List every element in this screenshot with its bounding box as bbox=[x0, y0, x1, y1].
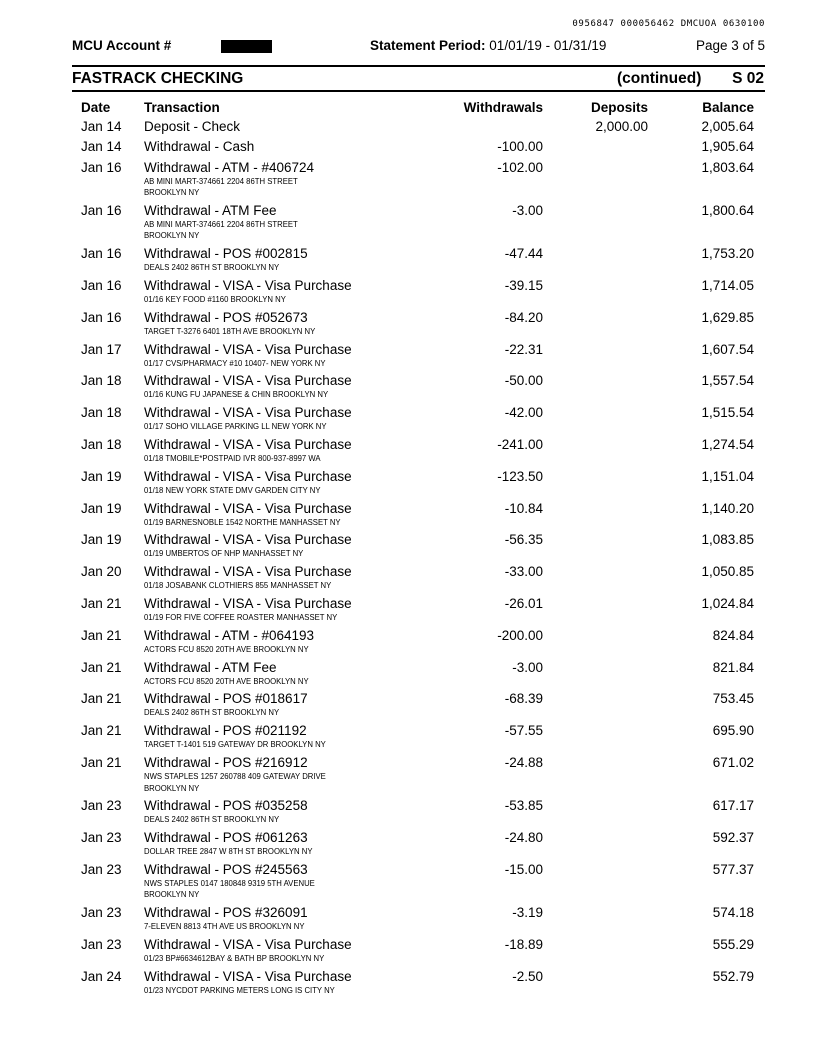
transaction-date: Jan 21 bbox=[81, 659, 122, 675]
transaction-main-line bbox=[72, 690, 765, 707]
column-withdrawals: Withdrawals bbox=[463, 100, 543, 115]
table-row bbox=[72, 936, 765, 965]
section-code: S 02 bbox=[732, 70, 764, 87]
transaction-main-line bbox=[72, 861, 765, 878]
transaction-date: Jan 21 bbox=[81, 596, 122, 611]
transaction-main-line bbox=[72, 341, 765, 358]
transaction-date: Jan 18 bbox=[81, 373, 122, 389]
transaction-main-line bbox=[72, 277, 765, 294]
transaction-date: Jan 19 bbox=[81, 468, 122, 484]
transaction-description: Withdrawal - ATM - #064193 bbox=[144, 627, 315, 643]
transaction-balance: 1,557.54 bbox=[701, 373, 754, 389]
table-row bbox=[72, 372, 765, 401]
transaction-balance: 821.84 bbox=[712, 659, 754, 675]
transaction-withdrawal: -39.15 bbox=[504, 278, 543, 293]
transaction-withdrawal: -3.19 bbox=[512, 905, 543, 921]
transaction-date: Jan 14 bbox=[81, 139, 122, 155]
transaction-date: Jan 21 bbox=[81, 691, 122, 707]
transaction-balance: 1,753.20 bbox=[701, 246, 754, 262]
transaction-main-line bbox=[72, 563, 765, 580]
table-row bbox=[72, 722, 765, 751]
transaction-balance: 1,024.84 bbox=[701, 596, 754, 611]
transaction-detail: 01/23 BP#6634612BAY & BATH BP BROOKLYN NY bbox=[144, 953, 325, 963]
statement-period bbox=[370, 38, 606, 53]
transaction-main-line bbox=[72, 659, 765, 676]
transaction-withdrawal: -200.00 bbox=[497, 627, 543, 643]
statement-period-label: Statement Period: bbox=[370, 38, 486, 53]
transaction-balance: 2,005.64 bbox=[701, 119, 754, 134]
transaction-main-line bbox=[72, 436, 765, 453]
transaction-date: Jan 23 bbox=[81, 798, 122, 814]
table-row bbox=[72, 595, 765, 624]
table-row bbox=[72, 202, 765, 242]
column-date: Date bbox=[81, 100, 111, 115]
transaction-date: Jan 23 bbox=[81, 905, 122, 921]
page-number: Page 3 of 5 bbox=[695, 38, 765, 53]
table-row bbox=[72, 861, 765, 901]
transaction-main-line bbox=[72, 968, 765, 985]
transaction-main-line bbox=[72, 404, 765, 421]
header-divider bbox=[72, 65, 765, 67]
transaction-main-line bbox=[72, 309, 765, 326]
section-header bbox=[72, 70, 765, 90]
table-row bbox=[72, 690, 765, 719]
transaction-main-line bbox=[72, 627, 765, 644]
transaction-main-line bbox=[72, 159, 765, 176]
transaction-detail: NWS STAPLES 0147 180848 9319 5TH AVENUE bbox=[144, 877, 315, 888]
table-row bbox=[72, 159, 765, 199]
transaction-detail: TARGET T-1401 519 GATEWAY DR BROOKLYN NY bbox=[144, 739, 326, 750]
transaction-withdrawal: -15.00 bbox=[504, 861, 543, 877]
transaction-withdrawal: -50.00 bbox=[504, 373, 543, 389]
account-label: MCU Account # bbox=[72, 38, 172, 53]
table-row bbox=[72, 468, 765, 497]
transaction-balance: 592.37 bbox=[712, 830, 754, 846]
transaction-withdrawal: -24.80 bbox=[504, 830, 543, 846]
transaction-detail: TARGET T-3276 6401 18TH AVE BROOKLYN NY bbox=[144, 325, 316, 336]
transaction-description: Withdrawal - VISA - Visa Purchase bbox=[144, 373, 352, 389]
table-row bbox=[72, 754, 765, 794]
transaction-description: Withdrawal - ATM Fee bbox=[144, 202, 277, 218]
transaction-description: Withdrawal - VISA - Visa Purchase bbox=[144, 500, 352, 516]
section-title: FASTRACK CHECKING bbox=[72, 70, 244, 87]
transaction-main-line bbox=[72, 754, 765, 771]
transaction-date: Jan 20 bbox=[81, 564, 122, 580]
table-header bbox=[72, 100, 765, 117]
table-row bbox=[72, 627, 765, 656]
transaction-balance: 1,803.64 bbox=[701, 159, 754, 175]
column-transaction: Transaction bbox=[144, 100, 220, 115]
transaction-date: Jan 19 bbox=[81, 532, 122, 548]
table-row bbox=[72, 968, 765, 997]
transaction-balance: 671.02 bbox=[712, 755, 754, 770]
transaction-main-line bbox=[72, 372, 765, 389]
transaction-main-line bbox=[72, 531, 765, 548]
table-row bbox=[72, 436, 765, 465]
table-row bbox=[72, 500, 765, 529]
transaction-description: Withdrawal - VISA - Visa Purchase bbox=[144, 564, 352, 580]
transaction-description: Withdrawal - VISA - Visa Purchase bbox=[144, 278, 352, 293]
transaction-detail: BROOKLYN NY bbox=[144, 889, 200, 900]
transaction-withdrawal: -2.50 bbox=[512, 968, 543, 984]
transaction-date: Jan 23 bbox=[81, 937, 122, 952]
transaction-date: Jan 16 bbox=[81, 246, 122, 262]
transaction-date: Jan 17 bbox=[81, 341, 122, 357]
transaction-balance: 695.90 bbox=[712, 723, 754, 739]
transaction-date: Jan 23 bbox=[81, 830, 122, 846]
transaction-balance: 552.79 bbox=[712, 968, 754, 984]
table-row bbox=[72, 404, 765, 433]
transaction-description: Withdrawal - VISA - Visa Purchase bbox=[144, 341, 352, 357]
transaction-detail: 01/18 NEW YORK STATE DMV GARDEN CITY NY bbox=[144, 484, 321, 495]
table-row bbox=[72, 531, 765, 560]
transaction-main-line bbox=[72, 202, 765, 219]
transaction-main-line bbox=[72, 722, 765, 739]
transaction-description: Withdrawal - ATM - #406724 bbox=[144, 159, 315, 175]
transaction-detail: 01/17 SOHO VILLAGE PARKING LL NEW YORK NY bbox=[144, 421, 327, 432]
transaction-balance: 1,083.85 bbox=[701, 532, 754, 548]
document-control-number: 0956847 000056462 DMCUOA 0630100 bbox=[572, 19, 765, 29]
transaction-description: Deposit - Check bbox=[144, 119, 241, 134]
transaction-date: Jan 21 bbox=[81, 755, 122, 770]
transaction-main-line bbox=[72, 797, 765, 814]
transaction-description: Withdrawal - POS #035258 bbox=[144, 798, 308, 814]
transaction-detail: 01/16 KEY FOOD #1160 BROOKLYN NY bbox=[144, 294, 286, 304]
transaction-main-line bbox=[72, 500, 765, 517]
transaction-date: Jan 18 bbox=[81, 437, 122, 452]
transaction-balance: 577.37 bbox=[712, 861, 754, 877]
transaction-date: Jan 16 bbox=[81, 159, 122, 175]
transaction-description: Withdrawal - POS #326091 bbox=[144, 905, 308, 921]
transaction-detail: 01/16 KUNG FU JAPANESE & CHIN BROOKLYN NY bbox=[144, 389, 329, 400]
transaction-detail: 01/17 CVS/PHARMACY #10 10407- NEW YORK NY bbox=[144, 357, 326, 368]
transaction-description: Withdrawal - VISA - Visa Purchase bbox=[144, 937, 352, 952]
transaction-withdrawal: -100.00 bbox=[497, 139, 543, 155]
transaction-withdrawal: -84.20 bbox=[504, 309, 543, 325]
transaction-main-line bbox=[72, 245, 765, 262]
transaction-balance: 1,800.64 bbox=[701, 202, 754, 218]
transaction-balance: 753.45 bbox=[712, 691, 754, 707]
table-row bbox=[72, 309, 765, 338]
transaction-date: Jan 19 bbox=[81, 500, 122, 516]
transaction-description: Withdrawal - ATM Fee bbox=[144, 659, 277, 675]
transaction-balance: 574.18 bbox=[712, 905, 754, 921]
transaction-detail: 01/23 NYCDOT PARKING METERS LONG IS CITY NY bbox=[144, 984, 335, 995]
transaction-balance: 1,714.05 bbox=[701, 278, 754, 293]
table-row bbox=[72, 797, 765, 826]
transaction-balance: 1,905.64 bbox=[701, 139, 754, 155]
transaction-detail: 01/18 JOSABANK CLOTHIERS 855 MANHASSET NY bbox=[144, 580, 332, 591]
transaction-detail: DEALS 2402 86TH ST BROOKLYN NY bbox=[144, 262, 280, 273]
transaction-balance: 555.29 bbox=[712, 937, 754, 952]
transaction-detail: 01/19 BARNESNOBLE 1542 NORTHE MANHASSET NY bbox=[144, 516, 341, 527]
transaction-withdrawal: -18.89 bbox=[504, 937, 543, 952]
transaction-date: Jan 21 bbox=[81, 723, 122, 739]
transaction-detail: NWS STAPLES 1257 260788 409 GATEWAY DRIVE bbox=[144, 771, 326, 781]
transaction-withdrawal: -241.00 bbox=[497, 437, 543, 452]
table-row bbox=[72, 245, 765, 274]
transaction-withdrawal: -68.39 bbox=[504, 691, 543, 707]
transaction-description: Withdrawal - VISA - Visa Purchase bbox=[144, 437, 352, 452]
transaction-balance: 1,151.04 bbox=[701, 468, 754, 484]
transaction-balance: 1,629.85 bbox=[701, 309, 754, 325]
transaction-detail: ACTORS FCU 8520 20TH AVE BROOKLYN NY bbox=[144, 675, 309, 686]
transaction-withdrawal: -56.35 bbox=[504, 532, 543, 548]
transaction-description: Withdrawal - POS #021192 bbox=[144, 723, 307, 739]
transaction-detail: 01/19 UMBERTOS OF NHP MANHASSET NY bbox=[144, 548, 304, 559]
transaction-date: Jan 24 bbox=[81, 968, 122, 984]
transaction-detail: BROOKLYN NY bbox=[144, 187, 200, 198]
transaction-description: Withdrawal - POS #018617 bbox=[144, 691, 308, 707]
transaction-main-line bbox=[72, 904, 765, 921]
table-row bbox=[72, 563, 765, 592]
transaction-detail: 01/19 FOR FIVE COFFEE ROASTER MANHASSET NY bbox=[144, 612, 338, 622]
transaction-main-line bbox=[72, 118, 765, 135]
transaction-withdrawal: -53.85 bbox=[504, 798, 543, 814]
transaction-detail: AB MINI MART-374661 2204 86TH STREET bbox=[144, 175, 298, 186]
transaction-balance: 1,274.54 bbox=[701, 437, 754, 452]
section-divider bbox=[72, 90, 765, 92]
transaction-date: Jan 21 bbox=[81, 627, 122, 643]
transaction-balance: 1,607.54 bbox=[701, 341, 754, 357]
transaction-detail: DEALS 2402 86TH ST BROOKLYN NY bbox=[144, 814, 280, 825]
transaction-withdrawal: -47.44 bbox=[504, 246, 543, 262]
section-continued: (continued) bbox=[617, 70, 702, 87]
transaction-balance: 824.84 bbox=[712, 627, 754, 643]
redacted-account-number bbox=[221, 40, 272, 53]
table-row bbox=[72, 341, 765, 370]
transaction-detail: DOLLAR TREE 2847 W 8TH ST BROOKLYN NY bbox=[144, 846, 313, 857]
table-row bbox=[72, 829, 765, 858]
statement-period-value: 01/01/19 - 01/31/19 bbox=[489, 38, 607, 53]
transaction-balance: 1,515.54 bbox=[701, 405, 754, 421]
transaction-withdrawal: -102.00 bbox=[497, 159, 543, 175]
statement-header bbox=[72, 38, 765, 54]
table-row bbox=[72, 659, 765, 688]
column-balance: Balance bbox=[702, 100, 754, 115]
transaction-deposit: 2,000.00 bbox=[595, 119, 648, 134]
transaction-withdrawal: -3.00 bbox=[512, 659, 543, 675]
transaction-date: Jan 16 bbox=[81, 309, 122, 325]
transaction-detail: AB MINI MART-374661 2204 86TH STREET bbox=[144, 218, 298, 229]
transaction-main-line bbox=[72, 595, 765, 612]
transaction-description: Withdrawal - Cash bbox=[144, 139, 255, 155]
table-row bbox=[72, 118, 765, 135]
transaction-date: Jan 23 bbox=[81, 861, 122, 877]
table-row bbox=[72, 277, 765, 306]
transaction-description: Withdrawal - POS #245563 bbox=[144, 861, 308, 877]
transaction-withdrawal: -26.01 bbox=[504, 596, 543, 611]
transaction-description: Withdrawal - POS #061263 bbox=[144, 830, 308, 846]
transaction-description: Withdrawal - VISA - Visa Purchase bbox=[144, 532, 352, 548]
table-row bbox=[72, 904, 765, 933]
transaction-withdrawal: -123.50 bbox=[497, 468, 543, 484]
transaction-description: Withdrawal - POS #052673 bbox=[144, 309, 308, 325]
transaction-detail: 01/18 TMOBILE*POSTPAID IVR 800-937-8997 WA bbox=[144, 453, 321, 463]
transaction-description: Withdrawal - VISA - Visa Purchase bbox=[144, 405, 352, 421]
transaction-main-line bbox=[72, 138, 765, 155]
table-row bbox=[72, 138, 765, 155]
transaction-withdrawal: -3.00 bbox=[512, 202, 543, 218]
transaction-balance: 617.17 bbox=[712, 798, 754, 814]
transaction-detail: ACTORS FCU 8520 20TH AVE BROOKLYN NY bbox=[144, 643, 309, 654]
transaction-date: Jan 14 bbox=[81, 119, 122, 134]
transaction-description: Withdrawal - POS #216912 bbox=[144, 755, 308, 770]
transaction-withdrawal: -10.84 bbox=[504, 500, 543, 516]
transaction-balance: 1,140.20 bbox=[701, 500, 754, 516]
transaction-description: Withdrawal - VISA - Visa Purchase bbox=[144, 468, 352, 484]
transaction-description: Withdrawal - VISA - Visa Purchase bbox=[144, 596, 352, 611]
transaction-detail: BROOKLYN NY bbox=[144, 782, 200, 793]
transaction-detail: BROOKLYN NY bbox=[144, 230, 200, 241]
transaction-withdrawal: -24.88 bbox=[504, 755, 543, 770]
transaction-date: Jan 16 bbox=[81, 202, 122, 218]
transaction-withdrawal: -22.31 bbox=[504, 341, 543, 357]
transaction-date: Jan 18 bbox=[81, 405, 122, 421]
column-deposits: Deposits bbox=[590, 100, 648, 115]
transaction-main-line bbox=[72, 936, 765, 953]
transaction-main-line bbox=[72, 468, 765, 485]
transaction-balance: 1,050.85 bbox=[701, 564, 754, 580]
transaction-description: Withdrawal - VISA - Visa Purchase bbox=[144, 968, 352, 984]
transaction-date: Jan 16 bbox=[81, 278, 122, 293]
transaction-withdrawal: -42.00 bbox=[504, 405, 543, 421]
transaction-withdrawal: -33.00 bbox=[504, 564, 543, 580]
transaction-main-line bbox=[72, 829, 765, 846]
transaction-detail: DEALS 2402 86TH ST BROOKLYN NY bbox=[144, 707, 280, 718]
transaction-description: Withdrawal - POS #002815 bbox=[144, 246, 308, 262]
transaction-withdrawal: -57.55 bbox=[504, 723, 543, 739]
transaction-detail: 7-ELEVEN 8813 4TH AVE US BROOKLYN NY bbox=[144, 921, 305, 932]
